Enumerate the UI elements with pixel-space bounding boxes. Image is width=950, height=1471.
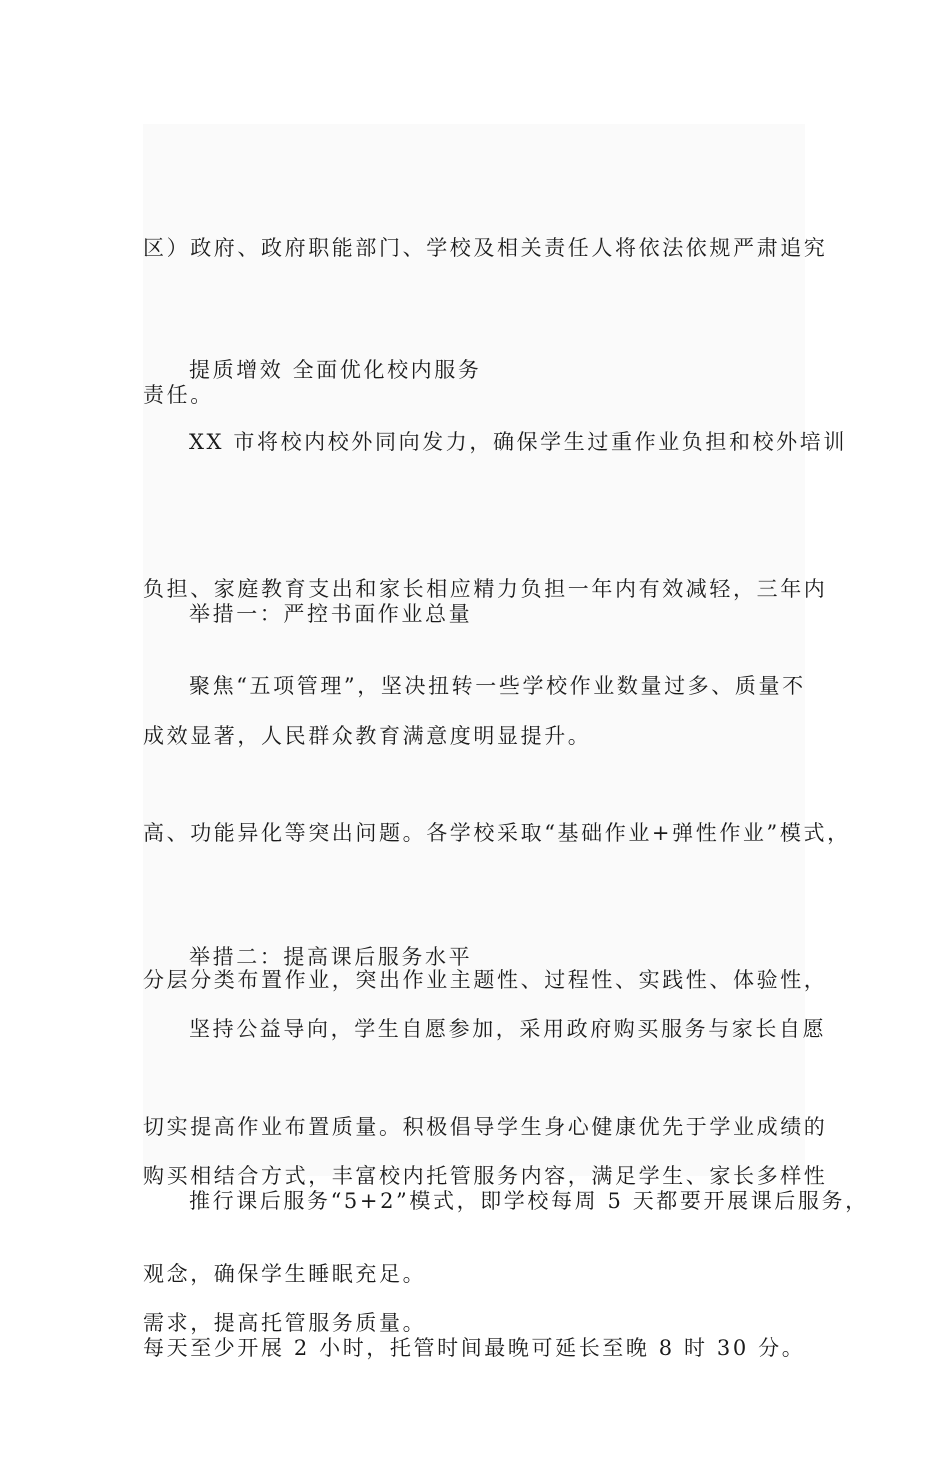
paragraph-line: 负担、家庭教育支出和家长相应精力负担一年内有效减轻，三年内 (143, 577, 828, 601)
paragraph-line: XX 市将校内校外同向发力，确保学生过重作业负担和校外培训 (189, 430, 847, 454)
heading-line: 举措二：提高课后服务水平 (189, 945, 473, 969)
paragraph-line: 需求，提高托管服务质量。 (143, 1311, 427, 1335)
paragraph-line: 每天至少开展 2 小时，托管时间最晚可延长至晚 8 时 30 分。 (143, 1336, 806, 1360)
paragraph-line: 成效显著，人民群众教育满意度明显提升。 (143, 724, 592, 748)
paragraph-line: 责任。 (143, 383, 214, 407)
paragraph-line: 高、功能异化等突出问题。各学校采取“基础作业+弹性作业”模式， (143, 821, 851, 845)
document-body (143, 124, 869, 1360)
paragraph-line: 分层分类布置作业，突出作业主题性、过程性、实践性、体验性， (143, 968, 828, 992)
paragraph-line: 推行课后服务“5+2”模式，即学校每周 5 天都要开展课后服务， (189, 1189, 869, 1213)
paragraph-line: 坚持公益导向，学生自愿参加，采用政府购买服务与家长自愿 (189, 1017, 827, 1041)
heading-line: 提质增效 全面优化校内服务 (189, 358, 482, 382)
paragraph-line: 区）政府、政府职能部门、学校及相关责任人将依法依规严肃追究 (143, 236, 828, 260)
paragraph-line: 聚焦“五项管理”，坚决扭转一些学校作业数量过多、质量不 (189, 674, 806, 698)
paragraph-line: 观念，确保学生睡眠充足。 (143, 1262, 427, 1286)
paragraph-line: 购买相结合方式，丰富校内托管服务内容，满足学生、家长多样性 (143, 1164, 828, 1188)
paragraph-line: 切实提高作业布置质量。积极倡导学生身心健康优先于学业成绩的 (143, 1115, 828, 1139)
paragraph-after-school-model (143, 1079, 869, 1471)
heading-line: 举措一：严控书面作业总量 (189, 602, 473, 626)
